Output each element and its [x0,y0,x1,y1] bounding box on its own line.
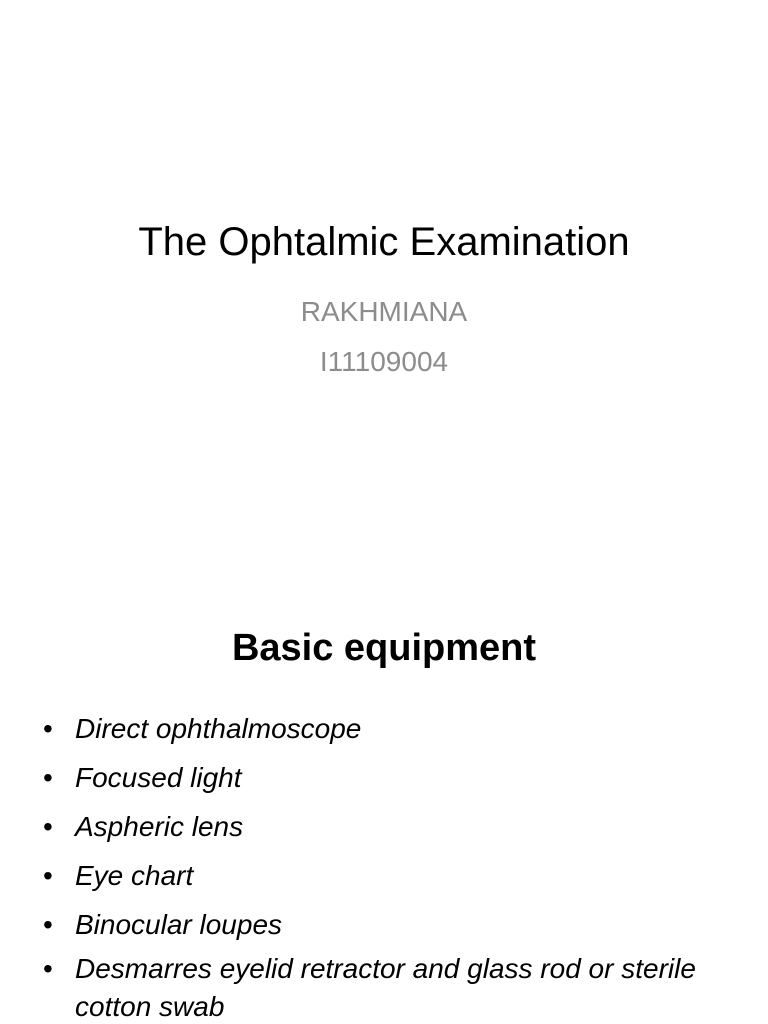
list-item-label: Aspheric lens [75,811,244,842]
bullet-icon: • [43,909,53,940]
list-item [0,950,768,1024]
student-id: I11109004 [319,346,449,377]
presentation-title: The Ophtalmic Examination [138,220,630,264]
list-item [0,907,768,943]
list-item-label: Desmarres eyelid retractor and glass rod or sterile cotton swab [75,953,696,1022]
author-name: RAKHMIANA [300,296,468,327]
list-item [0,809,768,845]
equipment-list [0,711,768,1024]
list-item [0,711,768,747]
list-item [0,760,768,796]
list-item-label: Direct ophthalmoscope [75,713,362,744]
content-slide [0,576,768,1024]
list-item-label: Focused light [75,762,242,793]
bullet-icon: • [43,953,53,984]
list-item-label: Eye chart [75,860,194,891]
slide-heading: Basic equipment [231,627,537,669]
list-item [0,858,768,894]
bullet-icon: • [43,762,53,793]
bullet-icon: • [43,811,53,842]
bullet-icon: • [43,713,53,744]
bullet-icon: • [43,860,53,891]
list-item-label: Binocular loupes [75,909,283,940]
